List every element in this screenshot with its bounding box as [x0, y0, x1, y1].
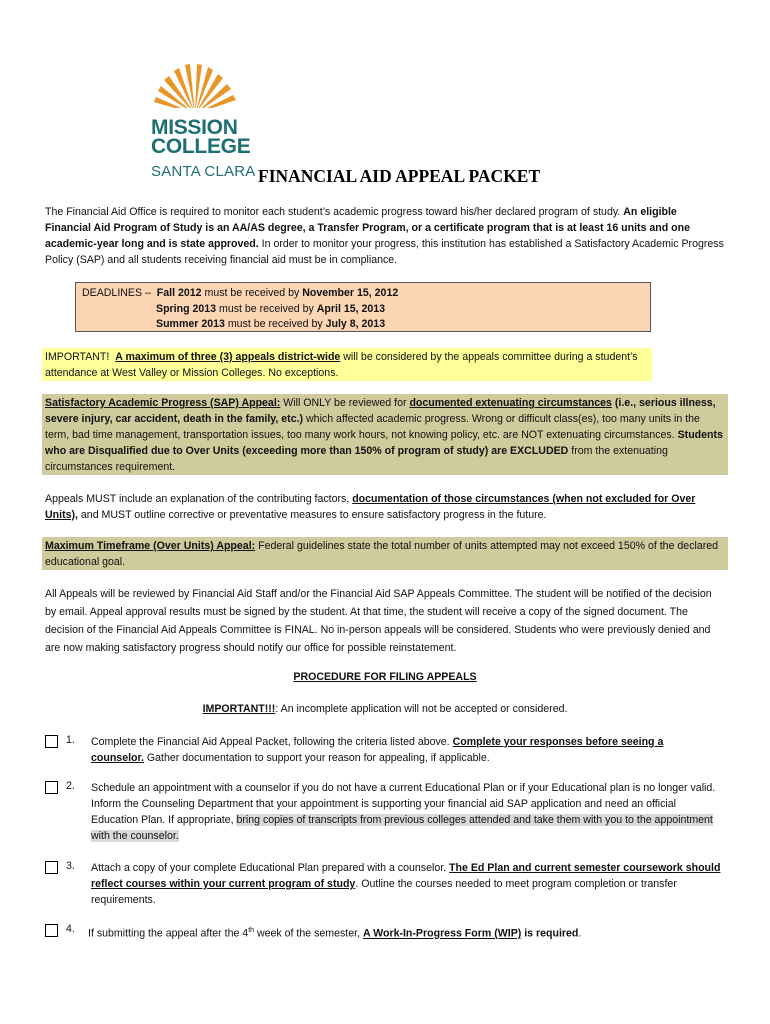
- step-number: 2.: [66, 780, 75, 792]
- sap-text-1: Will ONLY be reviewed for: [280, 397, 410, 409]
- appeals-must-paragraph: [45, 491, 725, 523]
- procedure-important: [45, 703, 725, 715]
- college-logo-sunburst-icon: [148, 64, 242, 114]
- deadline-date: July 8, 2013: [325, 318, 386, 330]
- step-text: . Outline the courses needed to meet program completion or transfer requirements.: [91, 878, 677, 906]
- intro-text-bold: An eligible Financial Aid Program of Study is an AA/AS degree, a Transfer Program, or a certificate program that is at least 16 units and one academic-year long and is state approved.: [45, 206, 691, 250]
- step-emphasis: Complete your responses before seeing a counselor.: [91, 736, 664, 764]
- sap-text-4: which affected academic progress. Wrong or difficult class(es), too many units in the term, bad time management, transportation issues, too many work hours, not knowing policy, etc. are NOT extenuating circumstances.: [45, 413, 700, 441]
- step-text: Attach a copy of your complete Educational Plan prepared with a counselor.: [91, 862, 450, 874]
- important-paragraph: [45, 349, 651, 381]
- step-highlight: bring copies of transcripts from previous colleges attended and take them with you to the appointment with the counselor.: [91, 814, 713, 842]
- intro-text-1: The Financial Aid Office is required to monitor each student’s academic progress toward his/her declared program of study.: [45, 206, 624, 218]
- sap-examples: (i.e., serious illness, severe injury, car accident, death in the family, etc.): [45, 397, 716, 425]
- step-3-checkbox[interactable]: [45, 861, 58, 874]
- step-1-text: [91, 734, 716, 766]
- college-logo: [151, 116, 251, 158]
- deadline-row: [82, 302, 644, 318]
- all-appeals-paragraph: All Appeals will be reviewed by Financial Aid Staff and/or the Financial Aid SAP Appeals Committee. The student will be notified of the decision by email. Appeal approval results must be signed by the student. At that time, the student will receive a copy of the signed document. The decision of the Financial Aid Appeals Committee is FINAL. No in-person appeals will be considered. Students who were previously denied and are now making satisfactory progress should notify our office for possible reinstatement.: [45, 588, 712, 654]
- step-2-checkbox[interactable]: [45, 781, 58, 794]
- important-label: IMPORTANT!: [45, 351, 110, 363]
- sap-over-units: Students who are Disqualified due to Over Units (exceeding more than 150% of program of study) are EXCLUDED: [45, 429, 723, 457]
- sap-extenuating: documented extenuating circumstances: [409, 397, 612, 409]
- deadline-row: [82, 286, 644, 302]
- deadline-mid: must be received by: [224, 318, 326, 330]
- intro-text-3: In order to monitor your progress, this institution has established a Satisfactory Academic Progress Policy (SAP) and all students receiving financial aid must be in compliance.: [45, 238, 724, 266]
- step-number: 4.: [66, 923, 75, 935]
- deadlines-label: DEADLINES –: [82, 287, 151, 299]
- max-timeframe-paragraph: [45, 538, 725, 570]
- step-2-text: [91, 780, 716, 844]
- step-emphasis: The Ed Plan and current semester coursework should reflect courses within your current program of study: [91, 862, 721, 890]
- deadline-date: April 15, 2013: [316, 302, 386, 315]
- step-text: Complete the Financial Aid Appeal Packet, following the criteria listed above.: [91, 736, 453, 748]
- step-number: 3.: [66, 860, 75, 872]
- intro-paragraph: [45, 204, 725, 268]
- deadline-term: Fall 2012: [156, 287, 202, 299]
- important-appeals-limit: A maximum of three (3) appeals district-wide: [115, 351, 341, 363]
- logo-line-santa-clara: SANTA CLARA: [151, 163, 256, 180]
- step-text: If submitting the appeal after the 4: [88, 927, 249, 940]
- procedure-important-text: : An incomplete application will not be accepted or considered.: [275, 703, 568, 715]
- deadline-date: November 15, 2012: [302, 287, 399, 299]
- logo-line-mission: MISSION: [151, 116, 238, 139]
- step-wip-form: A Work-In-Progress Form (WIP): [362, 927, 522, 940]
- max-timeframe-text: Federal guidelines state the total number of units attempted may not exceed 150% of the declared educational goal.: [45, 540, 719, 568]
- appeals-must-documentation: documentation of those circumstances (when not excluded for Over Units),: [45, 493, 696, 521]
- sap-text-6: from the extenuating circumstances requirement.: [45, 445, 668, 473]
- step-3-text: [91, 860, 723, 908]
- appeals-must-text-3: and MUST outline corrective or preventative measures to ensure satisfactory progress in the future.: [77, 509, 547, 521]
- page-title: FINANCIAL AID APPEAL PACKET: [258, 166, 541, 186]
- deadline-mid: must be received by: [216, 302, 317, 315]
- sap-paragraph: [45, 395, 725, 475]
- procedure-important-label: IMPORTANT!!!: [202, 703, 276, 715]
- step-4-checkbox[interactable]: [45, 924, 58, 937]
- logo-line-college: COLLEGE: [151, 135, 251, 158]
- deadline-row: [82, 317, 644, 333]
- deadline-mid: must be received by: [201, 287, 303, 299]
- important-rest: will be considered by the appeals committee during a student’s attendance at West Valley or Mission Colleges. No exceptions.: [45, 351, 638, 379]
- step-1-checkbox[interactable]: [45, 735, 58, 748]
- deadline-term: Summer 2013: [156, 318, 225, 330]
- step-text: Gather documentation to support your reason for appealing, if applicable.: [143, 752, 490, 764]
- step-number: 1.: [66, 734, 75, 746]
- deadlines-box: [75, 282, 651, 332]
- step-required: is required: [521, 927, 579, 940]
- step-4-text: [88, 923, 728, 942]
- procedure-heading: PROCEDURE FOR FILING APPEALS: [293, 671, 477, 683]
- sap-heading: Satisfactory Academic Progress (SAP) Appeal:: [45, 397, 281, 409]
- appeals-must-text-1: Appeals MUST include an explanation of the contributing factors,: [45, 493, 353, 505]
- step-text: .: [578, 927, 582, 940]
- step-text: Schedule an appointment with a counselor if you do not have a current Educational Plan or if your Educational plan is no longer valid. Inform the Counseling Department that your appointment is supporting your financial aid SAP application and need an official Education Plan. If appropriate,: [91, 782, 716, 826]
- step-text: week of the semester,: [254, 927, 363, 940]
- step-superscript: th: [248, 927, 255, 934]
- deadline-term: Spring 2013: [156, 302, 217, 315]
- max-timeframe-heading: Maximum Timeframe (Over Units) Appeal:: [45, 540, 256, 552]
